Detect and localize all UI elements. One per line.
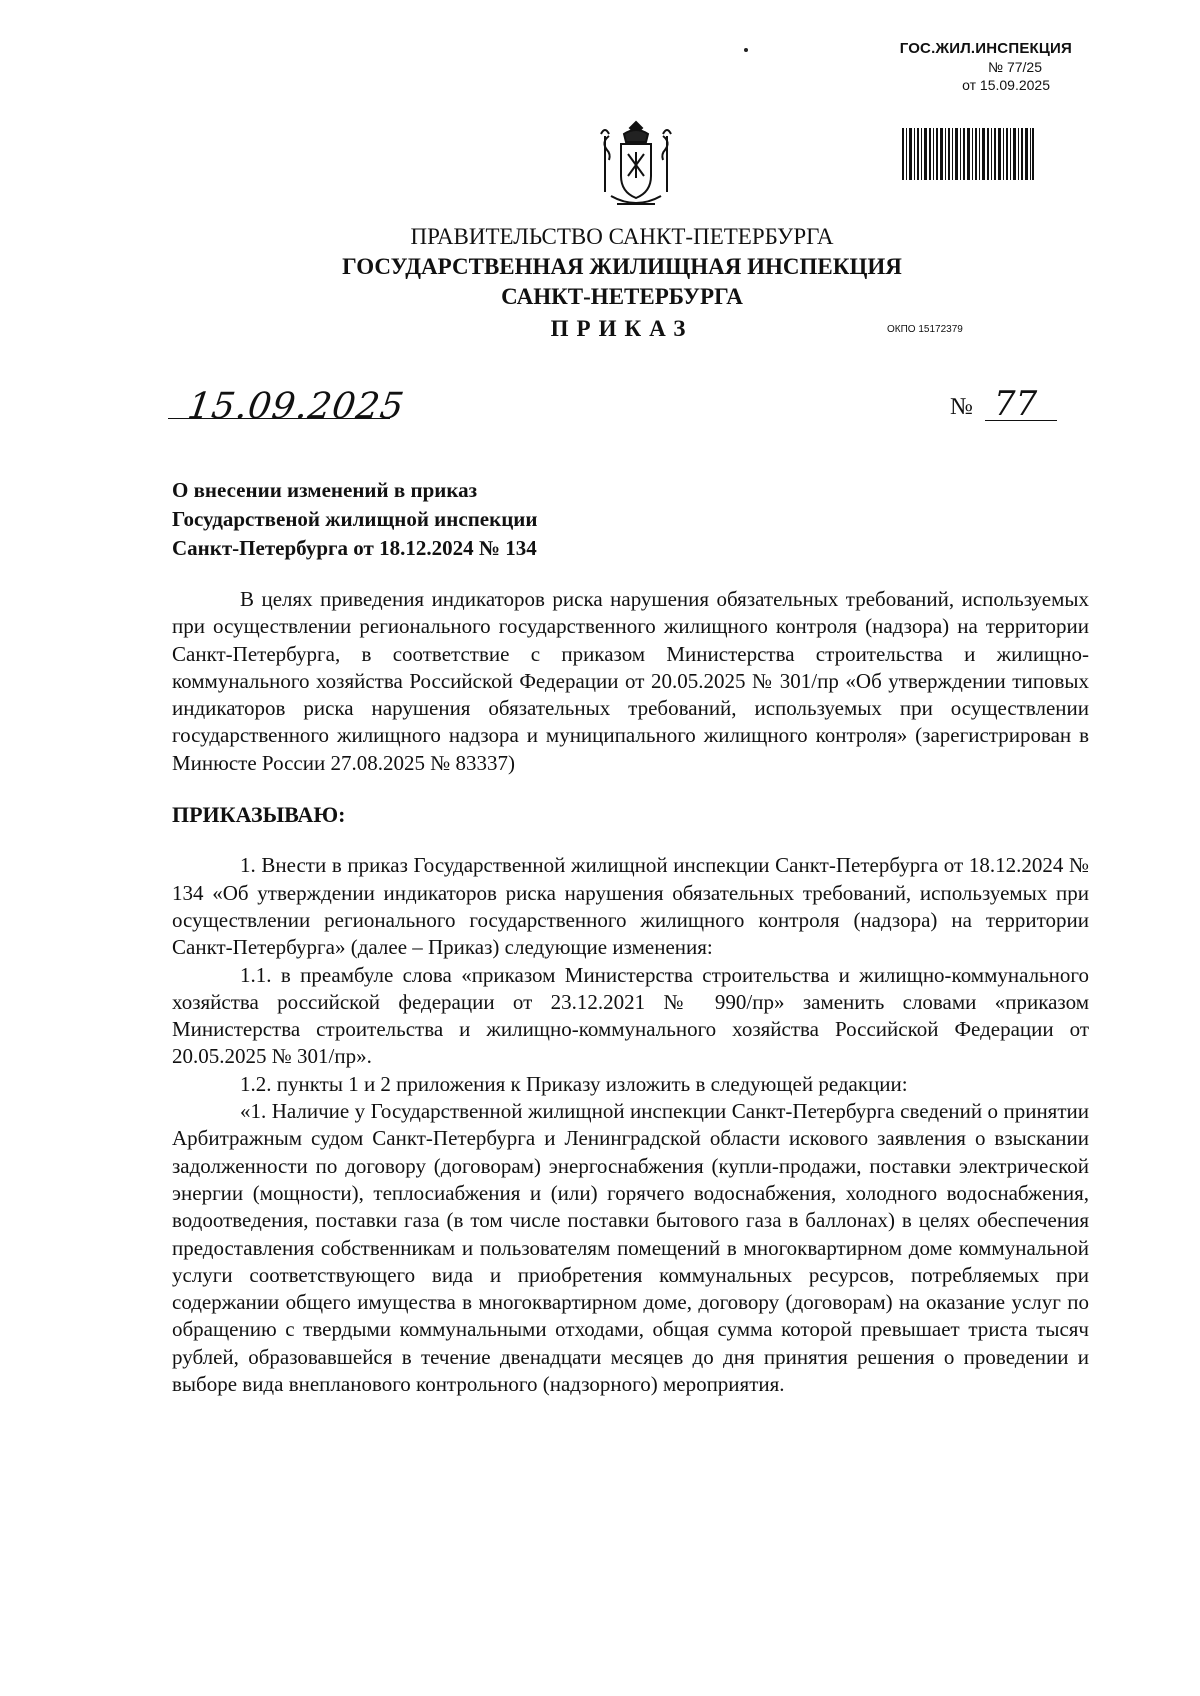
handwritten-number: 77 — [994, 384, 1038, 424]
coat-of-arms-icon — [591, 116, 681, 216]
stray-dot — [744, 48, 748, 52]
paragraph: 1. Внести в приказ Государственной жилищной инспекции Санкт-Петербурга от 18.12.2024 № 134 «Об утверждении индикаторов риска нарушения обязательных требований, используемых при осуществлении регионального государственного жилищного контроля (надзора) на территории Санкт-Петербурга» (далее – Приказ) следующие изменения: — [172, 853, 1089, 960]
okpo-code: ОКПО 15172379 — [887, 324, 963, 335]
barcode — [902, 128, 1034, 180]
subject-line: Санкт-Петербурга от 18.12.2024 № 134 — [172, 536, 537, 560]
order-word: ПРИКАЗЫВАЮ: — [172, 802, 346, 828]
document-type: ПРИКАЗ — [550, 316, 694, 341]
subject-line: Государственой жилищной инспекции — [172, 507, 538, 531]
stamp-number: № 77/25 — [988, 59, 1042, 75]
government-title: ПРАВИТЕЛЬСТВО САНКТ-ПЕТЕРБУРГА — [410, 224, 834, 249]
paragraph: 1.1. в преамбуле слова «приказом Министерства строительства и жилищно-коммунального хозяйства российской федерации от 23.12.2021 № 990/пр» заменить словами «приказом Министерства строительства и жилищно-коммунального хозяйства Российской Федерации от 20.05.2025 № 301/пр». — [172, 962, 1089, 1069]
document-header — [0, 222, 1200, 346]
handwritten-date: 15.09.2025 — [185, 386, 408, 427]
preamble-paragraph: В целях приведения индикаторов риска нарушения обязательных требований, используемых при осуществлении регионального государственного жилищного контроля (надзора) на территории Санкт-Петербурга, в соответствие с приказом Министерства строительства и жилищно-коммунального хозяйства Российской Федерации от 20.05.2025 № 301/пр «Об утверждении типовых индикаторов риска нарушения обязательных требований, используемых при осуществлении государственного жилищного надзора и муниципального жилищного контроля» (зарегистрирован в Минюсте России 27.08.2025 № 83337) — [172, 587, 1089, 775]
date-underline — [168, 418, 390, 419]
number-underline — [985, 420, 1057, 421]
document-body — [172, 586, 1089, 1398]
paragraph: «1. Наличие у Государственной жилищной инспекции Санкт-Петербурга сведений о принятии Арбитражным судом Санкт-Петербурга и Ленинградской области искового заявления о взыскании задолженности по договору (договорам) энергоснабжения (купли-продажи, поставки электрической энергии (мощности), теплосиабжения и (или) горячего водоснабжения, холодного водоснабжения, водоотведения, поставки газа (в том числе поставки бытового газа в баллонах) в целях обеспечения предоставления собственникам и пользователям помещений в многоквартирном доме коммунальной услуги соответствующего вида и приобретения коммунальных ресурсов, потребляемых при содержании общего имущества в многоквартирном доме, договору (договорам) на оказание услуг по обращению с твердыми коммунальными отходами, общая сумма которой превышает триста тысяч рублей, образовавшейся в течение двенадцати месяцев до дня принятия решения о проведении и выборе вида внепланового контрольного (надзорного) мероприятия. — [172, 1099, 1089, 1397]
inspection-title: ГОСУДАРСТВЕННАЯ ЖИЛИЩНАЯ ИНСПЕКЦИЯ — [342, 254, 902, 279]
paragraph: 1.2. пункты 1 и 2 приложения к Приказу изложить в следующей редакции: — [240, 1071, 908, 1096]
city-title: САНКТ-НЕТЕРБУРГА — [501, 284, 743, 309]
stamp-date: от 15.09.2025 — [962, 77, 1050, 93]
subject-line: О внесении изменений в приказ — [172, 478, 478, 502]
stamp-org: ГОС.ЖИЛ.ИНСПЕКЦИЯ — [899, 40, 1072, 57]
document-subject — [172, 476, 772, 563]
number-sign: № — [950, 394, 973, 420]
registration-stamp — [872, 40, 1172, 93]
